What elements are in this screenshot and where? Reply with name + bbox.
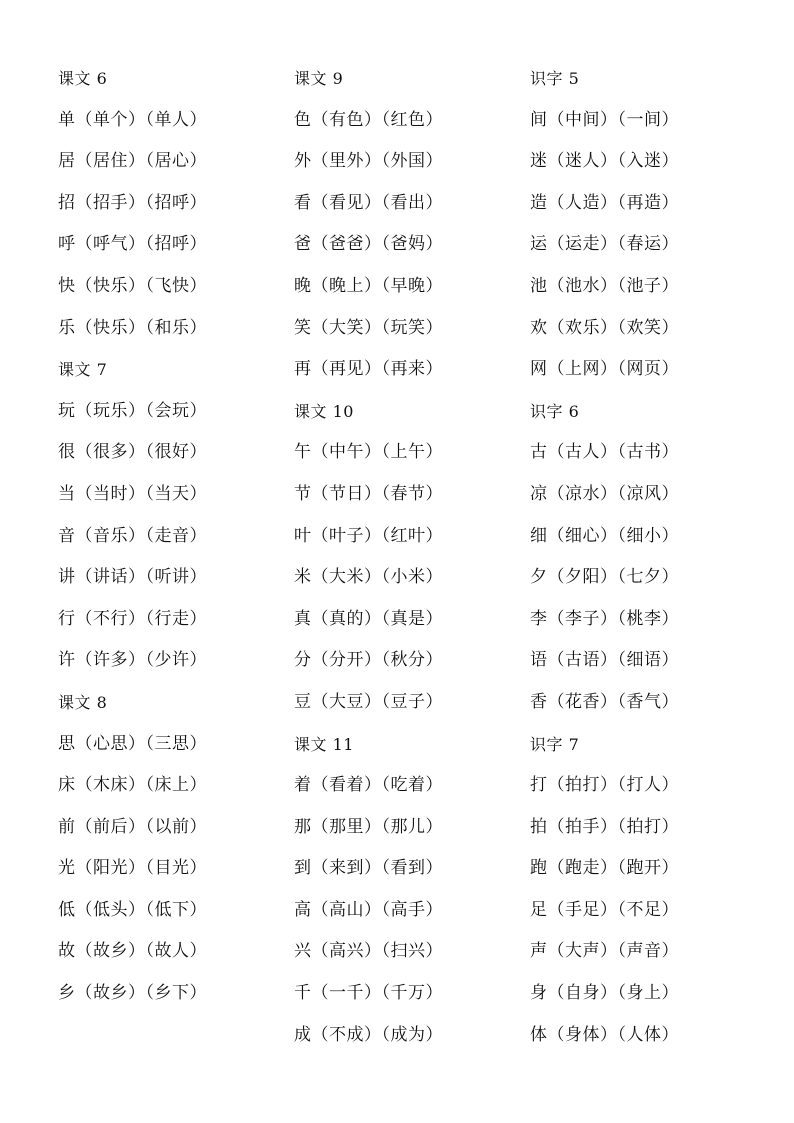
vocab-entry: 足（手足）（不足） [530,899,679,920]
vocab-entry: 造（人造）（再造） [530,192,679,213]
vocab-entry: 爸（爸爸）（爸妈） [294,234,443,255]
vocab-entry: 到（来到）（看到） [294,858,443,879]
vocab-entry: 色（有色）（红色） [294,109,443,130]
vocab-entry: 李（李子）（桃李） [530,608,679,629]
lesson-heading: 课文 7 [58,360,108,380]
column-2 [294,58,524,1056]
lesson-heading: 课文 8 [58,692,108,712]
vocab-entry: 语（古语）（细语） [530,650,679,671]
vocab-entry: 拍（拍手）（拍打） [530,816,679,837]
lesson-heading: 识字 5 [530,69,580,88]
vocab-entry: 着（看着）（吃着） [294,775,443,796]
vocab-entry: 夕（夕阳）（七夕） [530,567,679,588]
vocab-entry: 运（运走）（春运） [530,234,679,255]
lesson-heading: 课文 10 [294,401,354,421]
vocab-entry: 行（不行）（行走） [58,608,207,629]
column-3 [530,58,760,1056]
vocab-entry: 故（故乡）（故人） [58,941,207,962]
vocab-entry: 居（居住）（居心） [58,151,207,172]
lesson-heading: 识字 7 [530,734,580,754]
vocab-entry: 身（自身）（身上） [530,983,679,1004]
vocab-entry: 古（古人）（古书） [530,442,679,463]
vocab-entry: 迷（迷人）（入迷） [530,151,679,172]
vocab-entry: 豆（大豆）（豆子） [294,691,443,712]
vocab-entry: 欢（欢乐）（欢笑） [530,317,679,338]
vocab-entry: 光（阳光）（目光） [58,858,207,879]
vocab-entry: 单（单个）（单人） [58,109,207,130]
vocab-entry: 床（木床）（床上） [58,775,207,796]
vocab-entry: 音（音乐）（走音） [58,525,207,546]
vocab-entry: 招（招手）（招呼） [58,192,207,213]
vocab-entry: 呼（呼气）（招呼） [58,234,207,255]
vocab-entry: 细（细心）（细小） [530,525,679,546]
vocab-entry: 玩（玩乐）（会玩） [58,400,207,421]
vocab-entry: 兴（高兴）（扫兴） [294,941,443,962]
vocab-entry: 香（花香）（香气） [530,691,679,712]
vocab-entry: 声（大声）（声音） [530,941,679,962]
vocab-entry: 当（当时）（当天） [58,483,207,504]
vocab-entry: 千（一千）（千万） [294,983,443,1004]
vocab-entry: 凉（凉水）（凉风） [530,483,679,504]
lesson-heading: 课文 11 [294,734,354,754]
vocab-entry: 体（身体）（人体） [530,1024,679,1045]
vocab-entry: 真（真的）（真是） [294,608,443,629]
vocab-entry: 低（低头）（低下） [58,899,207,920]
vocab-entry: 午（中午）（上午） [294,442,443,463]
vocab-entry: 高（高山）（高手） [294,899,443,920]
vocab-entry: 再（再见）（再来） [294,359,443,380]
vocab-entry: 网（上网）（网页） [530,359,679,380]
vocab-entry: 许（许多）（少许） [58,650,207,671]
vocab-entry: 跑（跑走）（跑开） [530,858,679,879]
vocab-entry: 间（中间）（一间） [530,109,679,130]
vocab-entry: 池（池水）（池子） [530,275,679,296]
vocab-entry: 快（快乐）（飞快） [58,275,207,296]
column-1 [58,58,288,1015]
vocab-entry: 那（那里）（那儿） [294,816,443,837]
vocab-entry: 乡（故乡）（乡下） [58,983,207,1004]
lesson-heading: 课文 6 [58,69,108,88]
vocab-entry: 成（不成）（成为） [294,1024,443,1045]
vocab-entry: 思（心思）（三思） [58,733,207,754]
vocab-entry: 前（前后）（以前） [58,816,207,837]
vocab-entry: 看（看见）（看出） [294,192,443,213]
vocab-entry: 晚（晚上）（早晚） [294,275,443,296]
vocab-entry: 米（大米）（小米） [294,567,443,588]
vocab-entry: 笑（大笑）（玩笑） [294,317,443,338]
vocab-entry: 外（里外）（外国） [294,151,443,172]
vocab-entry: 叶（叶子）（红叶） [294,525,443,546]
lesson-heading: 识字 6 [530,401,580,421]
vocab-entry: 乐（快乐）（和乐） [58,317,207,338]
vocab-entry: 很（很多）（很好） [58,442,207,463]
vocab-entry: 讲（讲话）（听讲） [58,567,207,588]
vocab-entry: 节（节日）（春节） [294,483,443,504]
vocab-entry: 打（拍打）（打人） [530,775,679,796]
lesson-heading: 课文 9 [294,69,344,88]
vocab-entry: 分（分开）（秋分） [294,650,443,671]
